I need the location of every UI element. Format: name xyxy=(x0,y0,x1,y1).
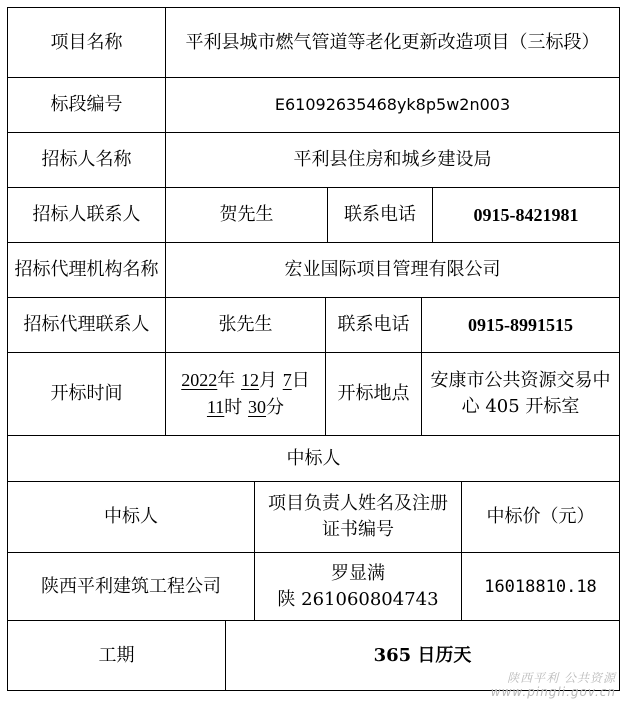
manager-col-header xyxy=(255,482,461,552)
manager-cert: 陕 261060804743 xyxy=(277,588,439,610)
opening-hour-unit: 时 xyxy=(224,397,243,418)
manager-info xyxy=(255,553,461,620)
winner-name: 陕西平利建筑工程公司 xyxy=(41,575,221,597)
section-no-value: E61092635468yk8p5w2n003 xyxy=(274,95,511,114)
winning-price: 16018810.18 xyxy=(484,576,597,597)
section-no-label: 标段编号 xyxy=(50,94,123,115)
tenderer-value: 平利县住房和城乡建设局 xyxy=(293,149,492,170)
agency-phone-value: 0915-8991515 xyxy=(468,315,573,335)
opening-year-unit: 年 xyxy=(217,370,236,391)
watermark-line-1: 陕西平利 公共资源 xyxy=(507,671,616,685)
watermark-line-2: www.pingli.gov.cn xyxy=(490,685,616,699)
site-watermark xyxy=(491,671,616,699)
opening-time-value xyxy=(166,353,325,435)
opening-minute: 30 xyxy=(248,397,267,417)
opening-date-line xyxy=(181,367,309,394)
opening-day-unit: 日 xyxy=(291,370,310,391)
agency-value: 宏业国际项目管理有限公司 xyxy=(284,259,501,280)
opening-month-unit: 月 xyxy=(259,370,277,391)
tenderer-contact-label: 招标人联系人 xyxy=(32,204,141,225)
duration-value: 365 日历天 xyxy=(373,644,472,666)
border-right xyxy=(619,7,620,691)
winner-col-header: 中标人 xyxy=(104,506,158,527)
tenderer-phone-value: 0915-8421981 xyxy=(473,205,579,225)
manager-col-header-line-2: 证书编号 xyxy=(322,519,394,540)
project-name-label: 项目名称 xyxy=(50,31,123,53)
manager-name: 罗显满 xyxy=(331,562,385,584)
agency-contact-label: 招标代理联系人 xyxy=(23,314,150,335)
tenderer-contact-name: 贺先生 xyxy=(219,204,274,225)
tenderer-phone-label: 联系电话 xyxy=(344,204,416,225)
agency-phone-label: 联系电话 xyxy=(337,314,410,335)
opening-time-label: 开标时间 xyxy=(50,383,123,404)
opening-month: 12 xyxy=(241,370,259,390)
opening-place-value xyxy=(422,353,619,435)
duration-label: 工期 xyxy=(98,644,135,666)
price-col-header: 中标价（元） xyxy=(486,506,595,527)
opening-place-label: 开标地点 xyxy=(337,383,410,404)
agency-contact-name: 张先生 xyxy=(218,314,273,335)
tenderer-label: 招标人名称 xyxy=(41,149,132,170)
opening-hour: 11 xyxy=(206,397,225,417)
opening-clock-line xyxy=(207,394,284,421)
opening-year: 2022 xyxy=(181,370,218,390)
opening-place-line-1: 安康市公共资源交易中 xyxy=(430,370,611,391)
opening-place-line-2: 心 405 开标室 xyxy=(461,396,580,417)
opening-day: 7 xyxy=(282,370,292,390)
manager-col-header-line-1: 项目负责人姓名及注册 xyxy=(268,493,448,514)
agency-label: 招标代理机构名称 xyxy=(14,259,159,280)
project-name-value: 平利县城市燃气管道等老化更新改造项目（三标段） xyxy=(185,31,600,53)
opening-minute-unit: 分 xyxy=(266,397,285,418)
winner-section-title: 中标人 xyxy=(286,447,341,469)
